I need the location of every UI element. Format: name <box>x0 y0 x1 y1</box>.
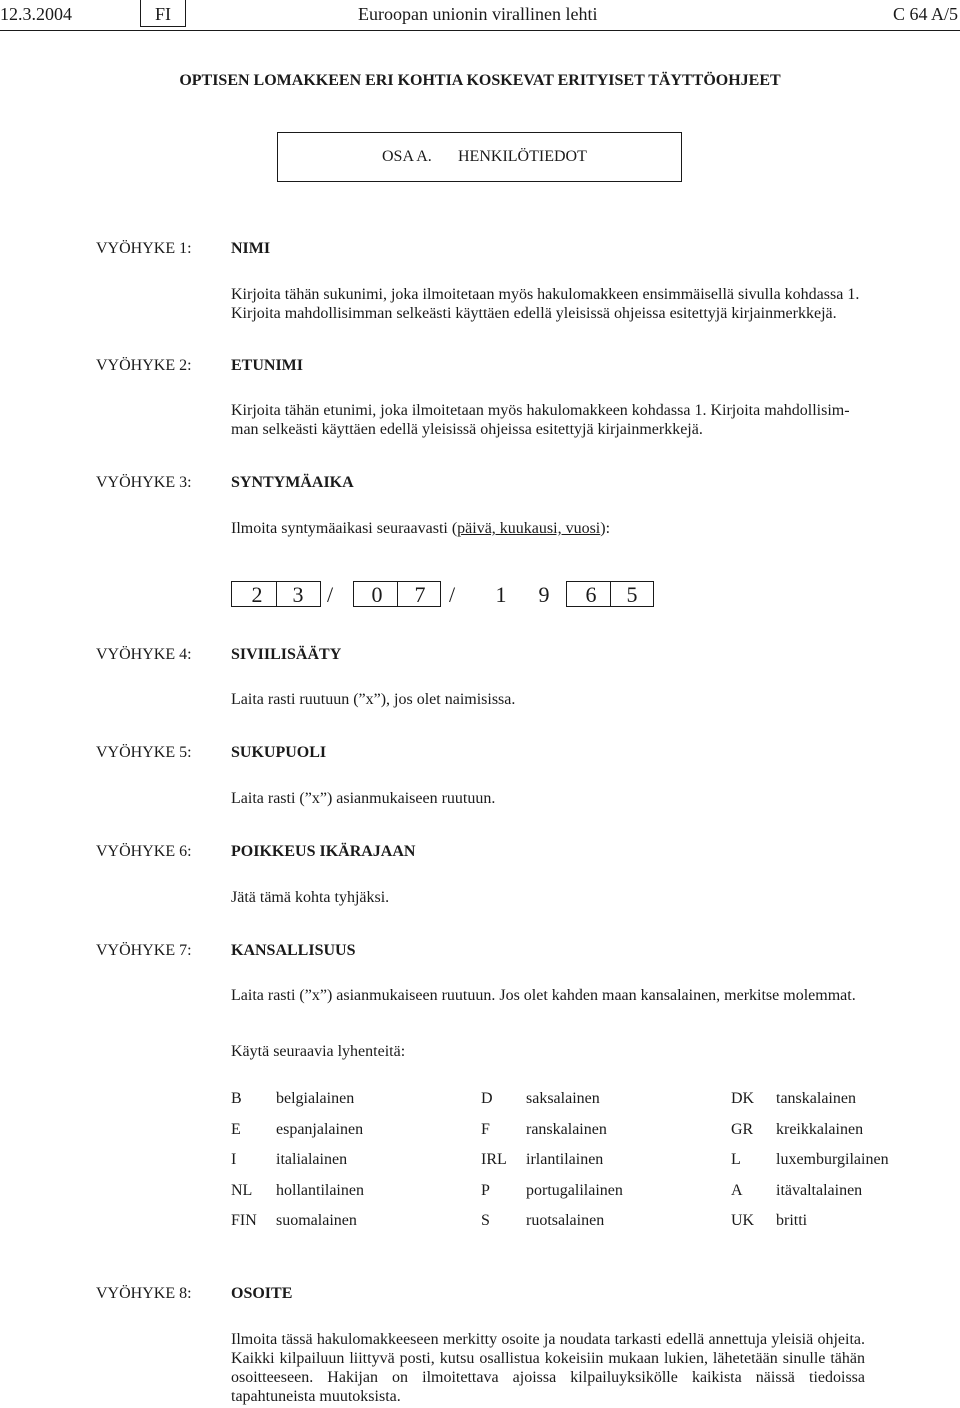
nationality-name: hollantilainen <box>276 1182 364 1199</box>
zone-2-label: VYÖHYKE 2: <box>96 357 192 374</box>
nationality-code: FIN <box>231 1212 257 1229</box>
nationality-code: S <box>481 1212 490 1229</box>
nationality-name: kreikkalainen <box>776 1121 864 1138</box>
date-digit: 5 <box>626 582 638 607</box>
zone-3-label: VYÖHYKE 3: <box>96 474 192 491</box>
nationality-code: NL <box>231 1182 253 1199</box>
zone-7-label: VYÖHYKE 7: <box>96 942 192 959</box>
zone-1-line-1: Kirjoita tähän sukunimi, joka ilmoitetaan myös hakulomakkeen ensimmäisellä sivulla kohdassa 1. <box>231 286 860 303</box>
date-digit: 1 <box>495 582 507 607</box>
date-digit: 7 <box>414 582 426 607</box>
zone-5-label: VYÖHYKE 5: <box>96 744 192 761</box>
header-page-number: C 64 A/5 <box>892 4 958 24</box>
nationality-code: D <box>481 1090 493 1107</box>
zone-4-label: VYÖHYKE 4: <box>96 646 192 663</box>
nationality-code: IRL <box>481 1151 507 1168</box>
zone-6-heading: POIKKEUS IKÄRAJAAN <box>231 843 416 860</box>
nationality-name: belgialainen <box>276 1090 355 1107</box>
zone-2-heading: ETUNIMI <box>231 357 304 374</box>
nationality-name: britti <box>776 1212 808 1229</box>
zone-2-line-1: Kirjoita tähän etunimi, joka ilmoitetaan myös hakulomakkeen kohdassa 1. Kirjoita mahdollisim- <box>231 402 850 419</box>
date-digit: 9 <box>538 582 550 607</box>
date-digit: 0 <box>371 582 383 607</box>
zone-6-text: Jätä tämä kohta tyhjäksi. <box>231 889 390 906</box>
zone-8-text: Ilmoita tässä hakulomakkeeseen merkitty osoite ja noudata tarkasti edellä annettuja yleisiä ohjeita. Kaikki kilpailuun liittyvä posti, kutsu osallistua kokeisiin mukaan lukien, lähetetään sinulle tähän osoitteeseen. Hakijan on ilmoitettava ajoissa kilpailuyksikölle kaikista näissä tiedoissa tapahtuneista muutoksista. <box>231 1331 865 1405</box>
nationality-name: tanskalainen <box>776 1090 856 1107</box>
nationality-name: espanjalainen <box>276 1121 364 1138</box>
part-name: HENKILÖTIEDOT <box>458 148 587 165</box>
nationality-name: saksalainen <box>526 1090 600 1107</box>
zone-4-heading: SIVIILISÄÄTY <box>231 646 342 663</box>
zone-5-text: Laita rasti (”x”) asianmukaiseen ruutuun. <box>231 790 496 807</box>
nationality-code: L <box>731 1151 741 1168</box>
abbreviations-intro: Käytä seuraavia lyhenteitä: <box>231 1043 406 1060</box>
nationality-name: ranskalainen <box>526 1121 607 1138</box>
part-box <box>277 132 682 182</box>
nationality-name: irlantilainen <box>526 1151 604 1168</box>
zone-3-text: Ilmoita syntymäaikasi seuraavasti (päivä, kuukausi, vuosi): <box>231 520 611 537</box>
nationality-code: E <box>231 1121 241 1138</box>
nationality-name: suomalainen <box>276 1212 357 1229</box>
header-rule <box>0 30 960 31</box>
nationality-name: luxemburgilainen <box>776 1151 889 1168</box>
date-digit: 3 <box>292 582 304 607</box>
date-separator: / <box>327 582 334 607</box>
zone-6-label: VYÖHYKE 6: <box>96 843 192 860</box>
header-date: 12.3.2004 <box>0 4 72 24</box>
date-separator: / <box>449 582 456 607</box>
nationality-code: UK <box>731 1212 755 1229</box>
nationality-code: P <box>481 1182 490 1199</box>
nationality-code: GR <box>731 1121 754 1138</box>
page-title: OPTISEN LOMAKKEEN ERI KOHTIA KOSKEVAT ERITYISET TÄYTTÖOHJEET <box>179 72 781 89</box>
nationality-name: ruotsalainen <box>526 1212 605 1229</box>
nationality-code: F <box>481 1121 490 1138</box>
date-digit: 6 <box>585 582 597 607</box>
date-digit: 2 <box>251 582 263 607</box>
zone-8-label: VYÖHYKE 8: <box>96 1285 192 1302</box>
zone-8-heading: OSOITE <box>231 1285 293 1302</box>
zone-3-heading: SYNTYMÄAIKA <box>231 474 354 491</box>
header-journal: Euroopan unionin virallinen lehti <box>358 4 598 24</box>
zone-7-heading: KANSALLISUUS <box>231 942 356 959</box>
nationality-name: italialainen <box>276 1151 348 1168</box>
zone-5-heading: SUKUPUOLI <box>231 744 327 761</box>
nationality-name: portugalilainen <box>526 1182 623 1199</box>
zone-1-label: VYÖHYKE 1: <box>96 240 192 257</box>
nationality-code: DK <box>731 1090 755 1107</box>
header-language: FI <box>154 4 171 24</box>
zone-2-line-2: man selkeästi käyttäen edellä yleisissä ohjeissa esitettyjä kirjainmerkkejä. <box>231 421 703 438</box>
zone-4-text: Laita rasti ruutuun (”x”), jos olet naimisissa. <box>231 691 516 708</box>
zone-1-heading: NIMI <box>231 240 271 257</box>
nationality-code: I <box>231 1151 237 1168</box>
zone-1-line-2: Kirjoita mahdollisimman selkeästi käyttäen edellä yleisissä ohjeissa esitettyjä kirjainmerkkejä. <box>231 305 837 322</box>
nationality-name: itävaltalainen <box>776 1182 863 1199</box>
part-label: OSA A. <box>382 148 432 165</box>
nationality-code: B <box>231 1090 242 1107</box>
zone-7-text: Laita rasti (”x”) asianmukaiseen ruutuun. Jos olet kahden maan kansalainen, merkitse molemmat. <box>231 987 856 1004</box>
nationality-code: A <box>731 1182 743 1199</box>
